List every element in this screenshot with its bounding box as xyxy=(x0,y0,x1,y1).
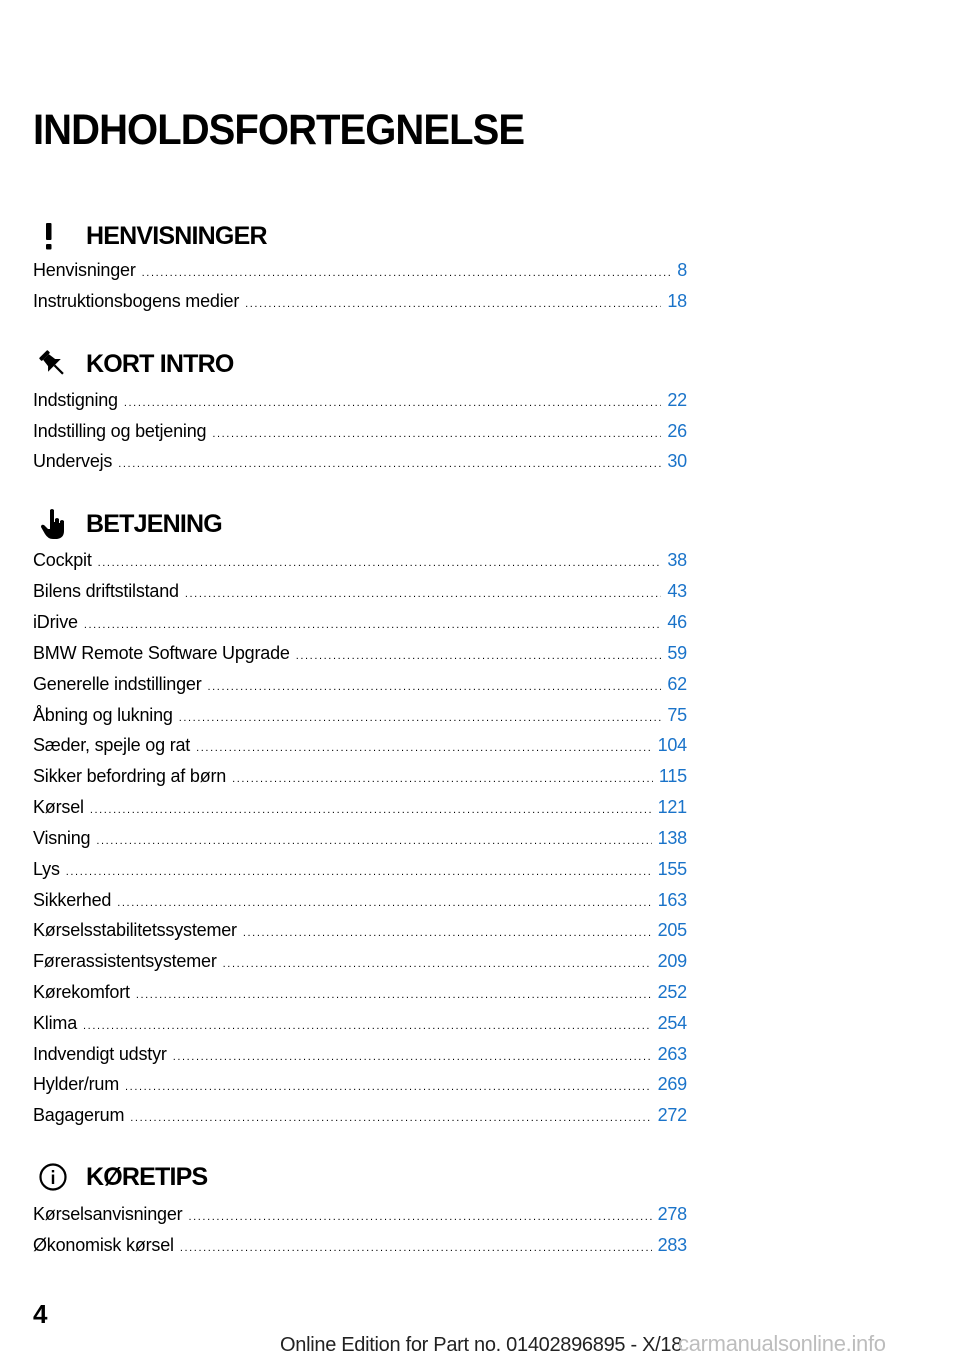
toc-entry[interactable] xyxy=(33,672,687,696)
section-header-betjening xyxy=(33,504,693,544)
toc-entry-label: Kørsel xyxy=(33,797,84,817)
toc-entry[interactable] xyxy=(33,548,687,572)
section-header-henvisninger xyxy=(33,216,693,256)
dot-leader xyxy=(185,582,662,606)
dot-leader xyxy=(136,983,652,1007)
dot-leader xyxy=(84,613,662,637)
footer-edition-text: Online Edition for Part no. 01402896895 - X/18 xyxy=(280,1334,683,1356)
dot-leader xyxy=(245,292,661,316)
toc-page-link[interactable]: 138 xyxy=(657,828,687,848)
page-title: INDHOLDSFORTEGNELSE xyxy=(33,106,525,154)
dot-leader xyxy=(90,798,652,822)
toc-entry-label: Cockpit xyxy=(33,550,92,570)
toc-page-link[interactable]: 155 xyxy=(657,859,687,879)
toc-page-link[interactable]: 272 xyxy=(657,1105,687,1125)
toc-page-link[interactable]: 18 xyxy=(667,291,687,311)
toc-page-link[interactable]: 59 xyxy=(667,643,687,663)
page-number: 4 xyxy=(33,1299,48,1329)
toc-entry[interactable] xyxy=(33,1072,687,1096)
toc-entry[interactable] xyxy=(33,857,687,881)
toc-entry[interactable] xyxy=(33,918,687,942)
toc-entry-label: Visning xyxy=(33,828,91,848)
toc-entry[interactable] xyxy=(33,449,687,473)
toc-page-link[interactable]: 254 xyxy=(657,1013,687,1033)
dot-leader xyxy=(223,952,652,976)
toc-page-link[interactable]: 38 xyxy=(667,550,687,570)
toc-entry-label: Hylder/rum xyxy=(33,1074,120,1094)
toc-page-link[interactable]: 115 xyxy=(658,766,687,786)
toc-entry-label: Bilens driftstilstand xyxy=(33,581,179,601)
dot-leader xyxy=(173,1045,652,1069)
info-circle-icon xyxy=(33,1157,73,1197)
pin-icon xyxy=(33,344,73,384)
exclamation-icon xyxy=(33,216,73,256)
toc-entry-label: Henvisninger xyxy=(33,260,136,280)
section-header-kort-intro xyxy=(33,344,693,384)
toc-entry[interactable] xyxy=(33,1042,687,1066)
toc-entry[interactable] xyxy=(33,579,687,603)
toc-page-link[interactable]: 263 xyxy=(657,1044,687,1064)
toc-entry[interactable] xyxy=(33,980,687,1004)
toc-entry-label: Sikker befordring af børn xyxy=(33,766,227,786)
toc-entry-label: Kørselsstabilitetssystemer xyxy=(33,920,237,940)
dot-leader xyxy=(243,921,652,945)
toc-page-link[interactable]: 283 xyxy=(657,1235,687,1255)
section-title: KORT INTRO xyxy=(86,350,234,378)
toc-entry-label: Åbning og lukning xyxy=(33,705,173,725)
toc-page-link[interactable]: 22 xyxy=(667,390,687,410)
toc-page-link[interactable]: 205 xyxy=(657,920,687,940)
section-title: BETJENING xyxy=(86,510,222,538)
dot-leader xyxy=(196,736,651,760)
dot-leader xyxy=(125,1075,652,1099)
toc-entry[interactable] xyxy=(33,949,687,973)
toc-entry[interactable] xyxy=(33,1202,687,1226)
toc-entry-label: iDrive xyxy=(33,612,78,632)
toc-page-link[interactable]: 104 xyxy=(657,735,687,755)
toc-entry[interactable] xyxy=(33,1103,687,1127)
toc-entry-label: BMW Remote Software Upgrade xyxy=(33,643,290,663)
toc-entry[interactable] xyxy=(33,1233,687,1257)
toc-entry-label: Førerassistentsystemer xyxy=(33,951,217,971)
toc-entry[interactable] xyxy=(33,388,687,412)
dot-leader xyxy=(212,422,661,446)
toc-entry-label: Lys xyxy=(33,859,60,879)
dot-leader xyxy=(232,767,653,791)
toc-entry[interactable] xyxy=(33,703,687,727)
dot-leader xyxy=(208,675,662,699)
dot-leader xyxy=(180,1236,652,1260)
toc-entry-label: Indstigning xyxy=(33,390,118,410)
toc-entry-label: Sæder, spejle og rat xyxy=(33,735,191,755)
toc-page-link[interactable]: 269 xyxy=(657,1074,687,1094)
footer-watermark: carmanualsonline.info xyxy=(678,1331,886,1356)
toc-entry[interactable] xyxy=(33,419,687,443)
dot-leader xyxy=(179,706,662,730)
dot-leader xyxy=(188,1205,651,1229)
dot-leader xyxy=(124,391,662,415)
toc-entry-label: Indstilling og betjening xyxy=(33,421,207,441)
section-header-koretips xyxy=(33,1157,693,1197)
toc-page-link[interactable]: 30 xyxy=(667,451,687,471)
dot-leader xyxy=(83,1014,652,1038)
toc-entry[interactable] xyxy=(33,610,687,634)
dot-leader xyxy=(96,829,651,853)
section-title: KØRETIPS xyxy=(86,1163,208,1191)
toc-entry[interactable] xyxy=(33,764,687,788)
toc-page-link[interactable]: 121 xyxy=(657,797,687,817)
toc-page-link[interactable]: 163 xyxy=(657,890,687,910)
dot-leader xyxy=(296,644,662,668)
toc-entry-label: Indvendigt udstyr xyxy=(33,1044,167,1064)
dot-leader xyxy=(117,891,651,915)
dot-leader xyxy=(98,551,662,575)
dot-leader xyxy=(130,1106,651,1130)
toc-entry[interactable] xyxy=(33,641,687,665)
hand-pointer-icon xyxy=(33,504,73,544)
toc-page-link[interactable]: 75 xyxy=(667,705,687,725)
toc-entry-label: Undervejs xyxy=(33,451,113,471)
toc-page-link[interactable]: 43 xyxy=(667,581,687,601)
dot-leader xyxy=(66,860,652,884)
toc-entry[interactable] xyxy=(33,795,687,819)
toc-page-link[interactable]: 62 xyxy=(667,674,687,694)
toc-entry-label: Bagagerum xyxy=(33,1105,125,1125)
toc-entry[interactable] xyxy=(33,1011,687,1035)
toc-page-link[interactable]: 209 xyxy=(657,951,687,971)
toc-page-link[interactable]: 252 xyxy=(657,982,687,1002)
toc-page-link[interactable]: 26 xyxy=(667,421,687,441)
toc-entry-label: Kørselsanvisninger xyxy=(33,1204,183,1224)
toc-entry[interactable] xyxy=(33,733,687,757)
dot-leader xyxy=(118,452,661,476)
toc-entry-label: Sikkerhed xyxy=(33,890,112,910)
toc-entry[interactable] xyxy=(33,888,687,912)
toc-entry-label: Økonomisk kørsel xyxy=(33,1235,174,1255)
toc-entry[interactable] xyxy=(33,258,687,282)
toc-page-link[interactable]: 8 xyxy=(677,260,687,280)
toc-entry-label: Kørekomfort xyxy=(33,982,130,1002)
toc-page-link[interactable]: 278 xyxy=(657,1204,687,1224)
toc-entry-label: Generelle indstillinger xyxy=(33,674,202,694)
toc-entry-label: Instruktionsbogens medier xyxy=(33,291,240,311)
toc-entry-label: Klima xyxy=(33,1013,78,1033)
section-title: HENVISNINGER xyxy=(86,222,267,250)
dot-leader xyxy=(142,261,672,285)
toc-entry[interactable] xyxy=(33,289,687,313)
toc-entry[interactable] xyxy=(33,826,687,850)
toc-page-link[interactable]: 46 xyxy=(667,612,687,632)
